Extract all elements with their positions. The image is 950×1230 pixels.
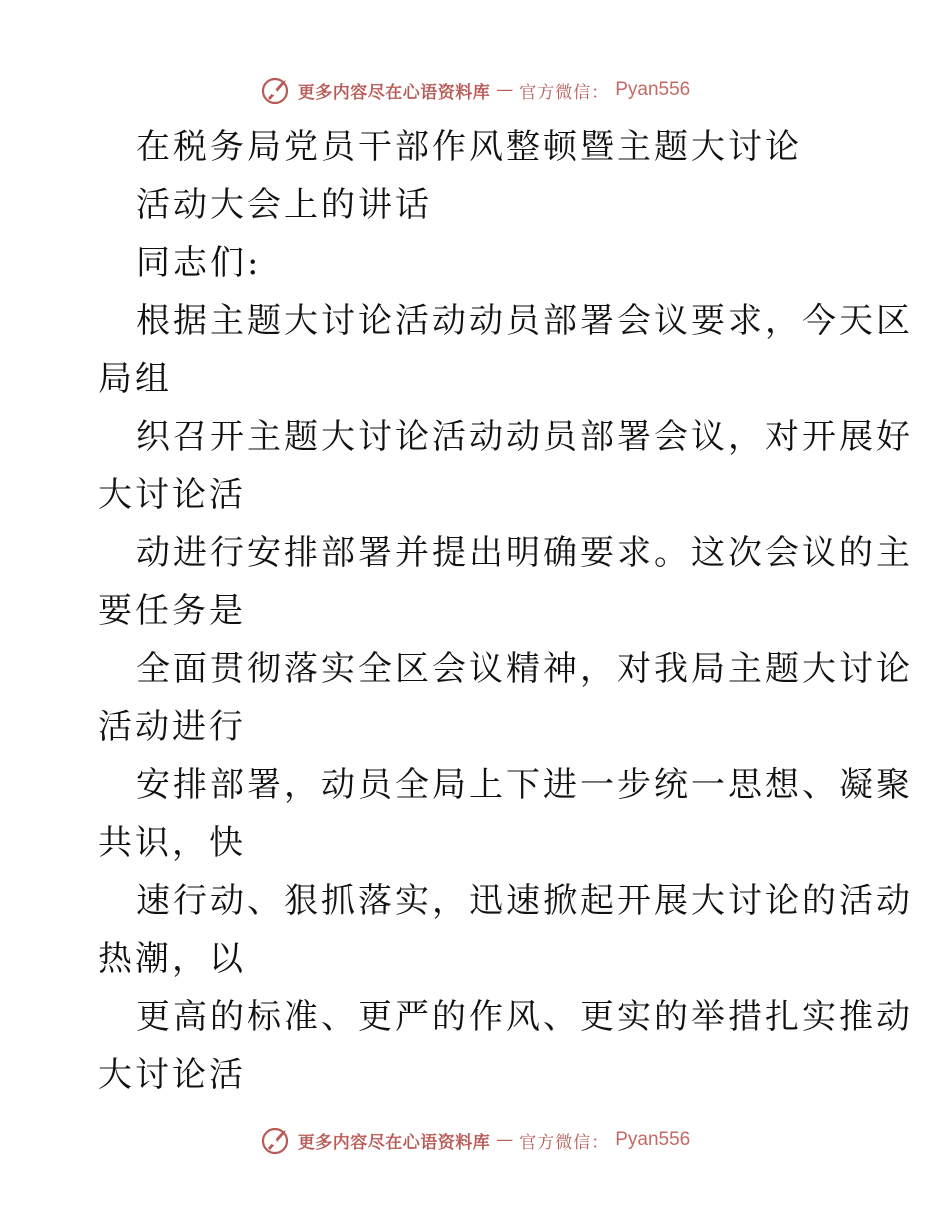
footer-watermark <box>0 1122 950 1158</box>
watermark-wechat-label: 官方微信： <box>519 82 610 103</box>
watermark-wechat-id: Pyan556 <box>615 1129 691 1150</box>
paragraph-line: 要任务是 <box>98 591 246 631</box>
paragraph-line: 热潮，以 <box>98 939 246 979</box>
paragraph-line: 局组 <box>98 359 172 399</box>
paragraph-line: 活动进行 <box>98 707 246 747</box>
quill-pen-badge-icon <box>260 74 292 106</box>
header-watermark <box>0 72 950 108</box>
paragraph-line: 更高的标准、更严的作风、更实的举措扎实推动 <box>136 997 913 1037</box>
watermark-wechat-label: 官方微信： <box>519 1132 610 1153</box>
watermark-separator: — <box>496 80 514 100</box>
paragraph-line: 同志们: <box>136 243 262 283</box>
paragraph-line: 织召开主题大讨论活动动员部署会议，对开展好 <box>136 417 913 457</box>
document-title-line: 活动大会上的讲话 <box>136 185 432 225</box>
paragraph-line: 速行动、狠抓落实，迅速掀起开展大讨论的活动 <box>136 881 913 921</box>
paragraph-line: 共识，快 <box>98 823 246 863</box>
document-title-line: 在税务局党员干部作风整顿暨主题大讨论 <box>136 127 802 167</box>
watermark-site-name: 更多内容尽在心语资料库 <box>297 82 491 103</box>
paragraph-line: 安排部署，动员全局上下进一步统一思想、凝聚 <box>136 765 913 805</box>
paragraph-line: 动进行安排部署并提出明确要求。这次会议的主 <box>136 533 913 573</box>
watermark-wechat-id: Pyan556 <box>615 79 691 100</box>
paragraph-line: 大讨论活 <box>98 1055 246 1095</box>
paragraph-line: 大讨论活 <box>98 475 246 515</box>
document-body <box>98 118 913 1104</box>
paragraph-line: 全面贯彻落实全区会议精神，对我局主题大讨论 <box>136 649 913 689</box>
watermark-site-name: 更多内容尽在心语资料库 <box>297 1132 491 1153</box>
quill-pen-badge-icon <box>260 1124 292 1156</box>
paragraph-line: 根据主题大讨论活动动员部署会议要求，今天区 <box>136 301 913 341</box>
watermark-separator: — <box>496 1130 514 1150</box>
